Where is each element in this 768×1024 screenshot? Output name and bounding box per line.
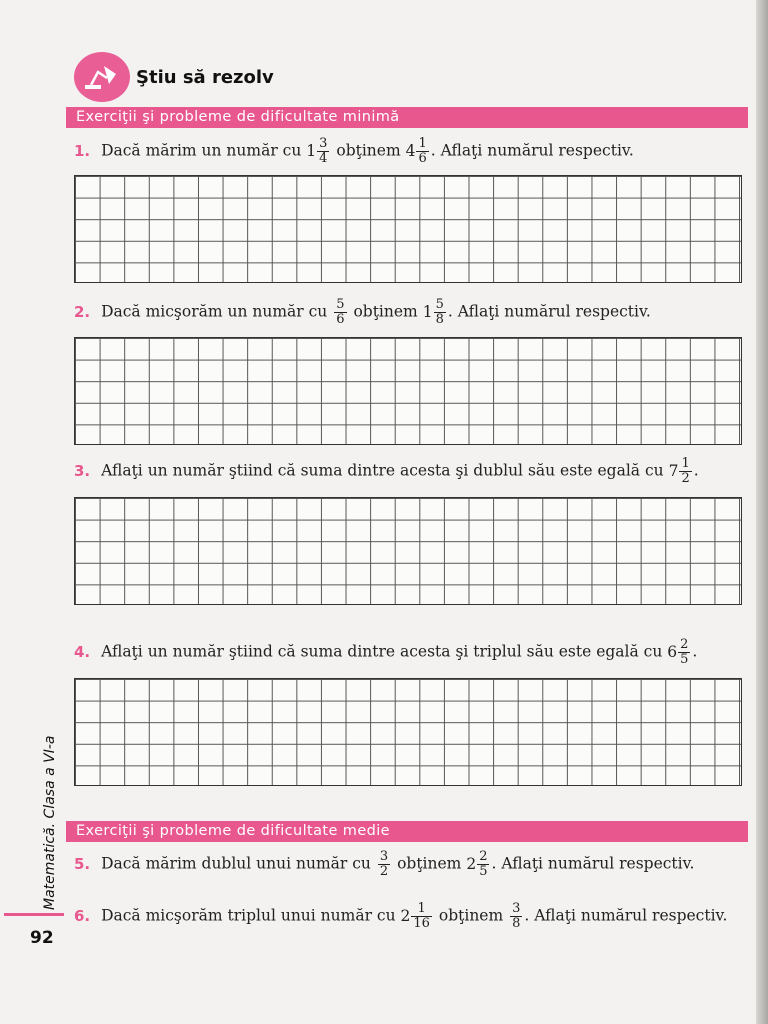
page-accent-line [4,913,64,916]
difficulty-band-medium: Exerciţii şi probleme de dificultate medie [66,821,748,842]
denominator: 6 [418,151,427,166]
numerator: 3 [319,136,328,151]
fraction-whole: 6 [667,642,678,661]
numerator: 2 [680,637,689,652]
fraction [679,457,691,486]
numerator: 5 [336,297,345,312]
exercise-5 [74,850,694,879]
fraction-whole: 4 [405,141,416,160]
exercise-text: . [692,642,698,661]
denominator: 5 [680,652,689,667]
exercise-text: Dacă micşorăm un număr cu [101,302,328,321]
fraction [510,902,522,931]
exercise-text: Aflaţi un număr ştiind că suma dintre acesta şi dublul său este egală cu [101,461,664,480]
exercise-text: . Aflaţi numărul respectiv. [524,906,728,925]
exercise-text: Dacă micşorăm triplul unui număr cu [101,906,396,925]
exercise-text: obţinem [438,906,504,925]
answer-grid-1[interactable] [74,175,742,283]
exercise-text: . [693,461,699,480]
denominator: 6 [336,312,345,327]
fraction [411,902,432,931]
fraction [378,850,390,879]
exercise-number: 5. [74,854,91,873]
numerator: 1 [418,136,427,151]
fraction-whole: 2 [466,854,477,873]
denominator: 8 [435,312,444,327]
numerator: 3 [379,849,389,864]
exercise-number: 2. [74,302,91,321]
denominator: 16 [413,916,430,931]
denominator: 8 [512,916,521,931]
book-title-spine: Matematică. Clasa a VI-a [42,735,58,910]
page-edge-shadow [756,0,768,1024]
exercise-number: 6. [74,906,91,925]
exercise-text: obţinem [336,141,401,160]
numerator: 5 [435,297,444,312]
fraction [434,298,446,327]
numerator: 1 [411,902,432,917]
fraction [678,638,690,667]
exercise-number: 4. [74,642,91,661]
exercise-text: . Aflaţi numărul respectiv. [430,141,634,160]
fraction [317,137,329,166]
exercise-number: 1. [74,141,91,160]
exercise-text: Aflaţi un număr ştiind că suma dintre acesta şi triplul său este egală cu [101,642,663,661]
exercise-text: . Aflaţi numărul respectiv. [491,854,695,873]
exercise-text: obţinem [397,854,462,873]
fraction-whole: 7 [668,461,679,480]
exercise-1 [74,137,634,166]
answer-grid-3[interactable] [74,497,742,605]
exercise-4 [74,638,697,667]
exercise-2 [74,298,651,327]
fraction-whole: 2 [400,906,411,925]
answer-grid-2[interactable] [74,337,742,445]
exercise-text: obţinem [353,302,418,321]
exercise-text: Dacă mărim dublul unui număr cu [101,854,371,873]
numerator: 2 [479,849,488,864]
desk-lamp-icon [74,52,130,102]
denominator: 2 [379,864,389,879]
exercise-number: 3. [74,461,91,480]
section-title: Ştiu să rezolv [136,67,274,88]
denominator: 4 [319,151,328,166]
fraction-whole: 1 [306,141,317,160]
page-number: 92 [30,928,54,948]
exercise-6 [74,902,727,931]
fraction [416,137,428,166]
denominator: 2 [681,471,690,486]
denominator: 5 [479,864,488,879]
fraction [334,298,346,327]
exercise-text: Dacă mărim un număr cu [101,141,302,160]
numerator: 3 [512,901,521,916]
difficulty-band-minimal: Exerciţii şi probleme de dificultate minimă [66,107,748,128]
answer-grid-4[interactable] [74,678,742,786]
fraction-whole: 1 [422,302,433,321]
exercise-3 [74,457,699,486]
exercise-text: . Aflaţi numărul respectiv. [447,302,651,321]
numerator: 1 [681,456,690,471]
fraction [477,850,489,879]
